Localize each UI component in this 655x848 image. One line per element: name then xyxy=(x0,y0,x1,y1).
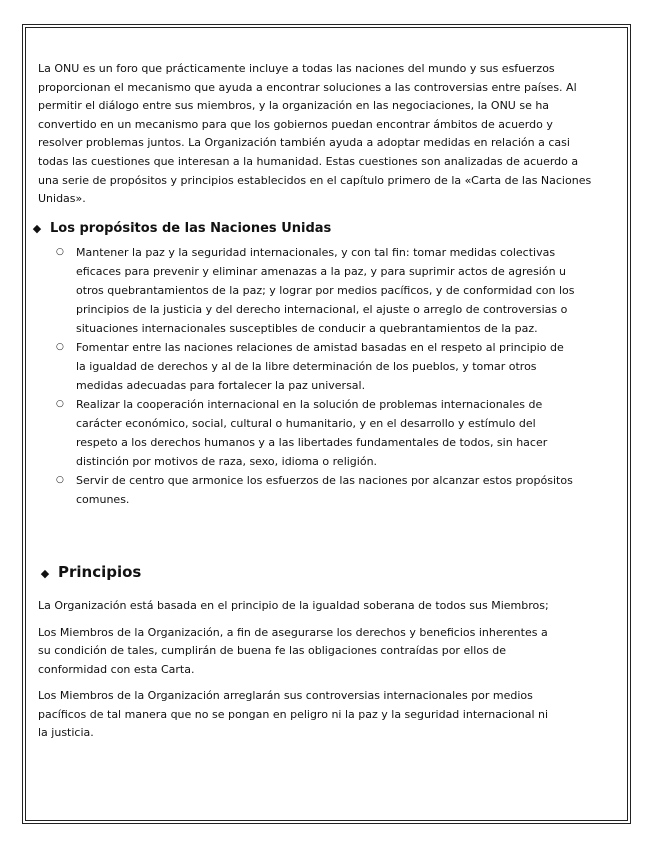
principles-heading xyxy=(38,562,141,584)
list-item-text: Realizar la cooperación internacional en la solución de problemas internacionales de carácter económico, social, cultural o humanitario, y en el desarrollo y estímulo del respeto a los derechos humanos y a las libertades fundamentales de todos, sin hacer distinción por motivos de raza, sexo, idioma o religión. xyxy=(76,398,548,468)
list-item-text: Fomentar entre las naciones relaciones de amistad basadas en el respeto al principio de la igualdad de derechos y al de la libre determinación de los pueblos, y tomar otros medidas adecuadas para fortalecer la paz universal. xyxy=(76,341,564,392)
intro-paragraph: La ONU es un foro que prácticamente incluye a todas las naciones del mundo y sus esfuerzos proporcionan el mecanismo que ayuda a encontrar soluciones a las controversias entre países. Al permitir el diálogo entre sus miembros, y la organización en las negociaciones, la ONU se ha convertido en un mecanismo para que los gobiernos puedan encontrar ámbitos de acuerdo y resolver problemas juntos. La Organización también ayuda a adoptar medidas en relación a casi todas las cuestiones que interesan a la humanidad. Estas cuestiones son analizadas de acuerdo a una serie de propósitos y principios establecidos en el capítulo primero de la «Carta de las Naciones Unidas». xyxy=(38,62,592,206)
list-item-text: Mantener la paz y la seguridad internacionales, y con tal fin: tomar medidas colectivas eficaces para prevenir y eliminar amenazas a la paz, y para suprimir actos de agresión u otros quebrantamientos de la paz; y lograr por medios pacíficos, y de conformidad con los principios de la justicia y del derecho internacional, el ajuste o arreglo de controversias o situaciones internacionales susceptibles de conducir a quebrantamientos de la paz. xyxy=(76,246,575,335)
purposes-heading xyxy=(30,220,331,238)
principle-paragraph: Los Miembros de la Organización, a fin de asegurarse los derechos y beneficios inherentes a su condición de tales, cumplirán de buena fe las obligaciones contraídas por ellos de conformidad con esta Carta. xyxy=(38,625,548,676)
purposes-heading-text: Los propósitos de las Naciones Unidas xyxy=(50,221,332,236)
list-item xyxy=(56,395,576,471)
diamond-bullet-icon: ◆ xyxy=(40,567,50,580)
diamond-bullet-icon: ◆ xyxy=(32,222,42,235)
purposes-list xyxy=(56,243,576,509)
list-item xyxy=(56,338,576,395)
principle-paragraph: Los Miembros de la Organización arreglarán sus controversias internacionales por medios pacíficos de tal manera que no se pongan en peligro ni la paz y la seguridad internacional ni la justicia. xyxy=(38,689,549,739)
principles-heading-text: Principios xyxy=(58,563,142,581)
principles-body xyxy=(38,597,558,751)
principle-paragraph: La Organización está basada en el principio de la igualdad soberana de todos sus Miembros; xyxy=(38,599,549,612)
list-item-text: Servir de centro que armonice los esfuerzos de las naciones por alcanzar estos propósitos comunes. xyxy=(76,474,573,506)
circle-bullet-icon: ○ xyxy=(56,399,64,409)
circle-bullet-icon: ○ xyxy=(56,475,64,485)
circle-bullet-icon: ○ xyxy=(56,247,64,257)
list-item xyxy=(56,471,576,509)
circle-bullet-icon: ○ xyxy=(56,342,64,352)
list-item xyxy=(56,243,576,338)
